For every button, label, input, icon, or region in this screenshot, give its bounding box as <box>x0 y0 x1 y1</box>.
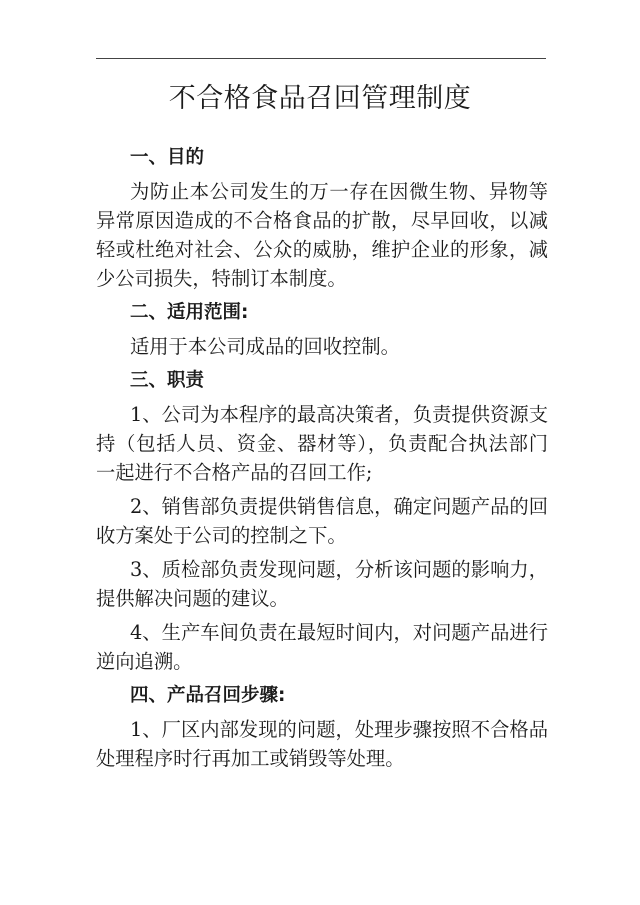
paragraph: 为防止本公司发生的万一存在因微生物、异物等异常原因造成的不合格食品的扩散，尽早回收，以减轻或杜绝对社会、公众的威胁，维护企业的形象，减少公司损失，特制订本制度。 <box>96 180 548 290</box>
section-recall-steps <box>96 681 548 773</box>
section-scope <box>96 298 548 361</box>
paragraph: 1、公司为本程序的最高决策者，负责提供资源支持（包括人员、资金、器材等），负责配合执法部门一起进行不合格产品的召回工作; <box>96 403 548 484</box>
paragraph: 2、销售部负责提供销售信息，确定问题产品的回收方案处于公司的控制之下。 <box>96 495 548 547</box>
section-heading: 二、适用范围: <box>130 302 249 323</box>
section-purpose <box>96 143 548 293</box>
section-heading: 三、职责 <box>130 370 205 391</box>
document-body <box>96 143 548 778</box>
section-responsibilities <box>96 366 548 676</box>
header-rule <box>96 58 546 59</box>
paragraph: 4、生产车间负责在最短时间内，对问题产品进行逆向追溯。 <box>96 621 548 673</box>
section-heading: 一、目的 <box>130 147 205 168</box>
document-title: 不合格食品召回管理制度 <box>168 83 472 114</box>
section-heading: 四、产品召回步骤: <box>130 685 286 706</box>
paragraph: 3、质检部负责发现问题，分析该问题的影响力，提供解决问题的建议。 <box>96 558 548 610</box>
paragraph: 适用于本公司成品的回收控制。 <box>130 335 400 358</box>
paragraph: 1、厂区内部发现的问题，处理步骤按照不合格品处理程序时行再加工或销毁等处理。 <box>96 718 548 770</box>
